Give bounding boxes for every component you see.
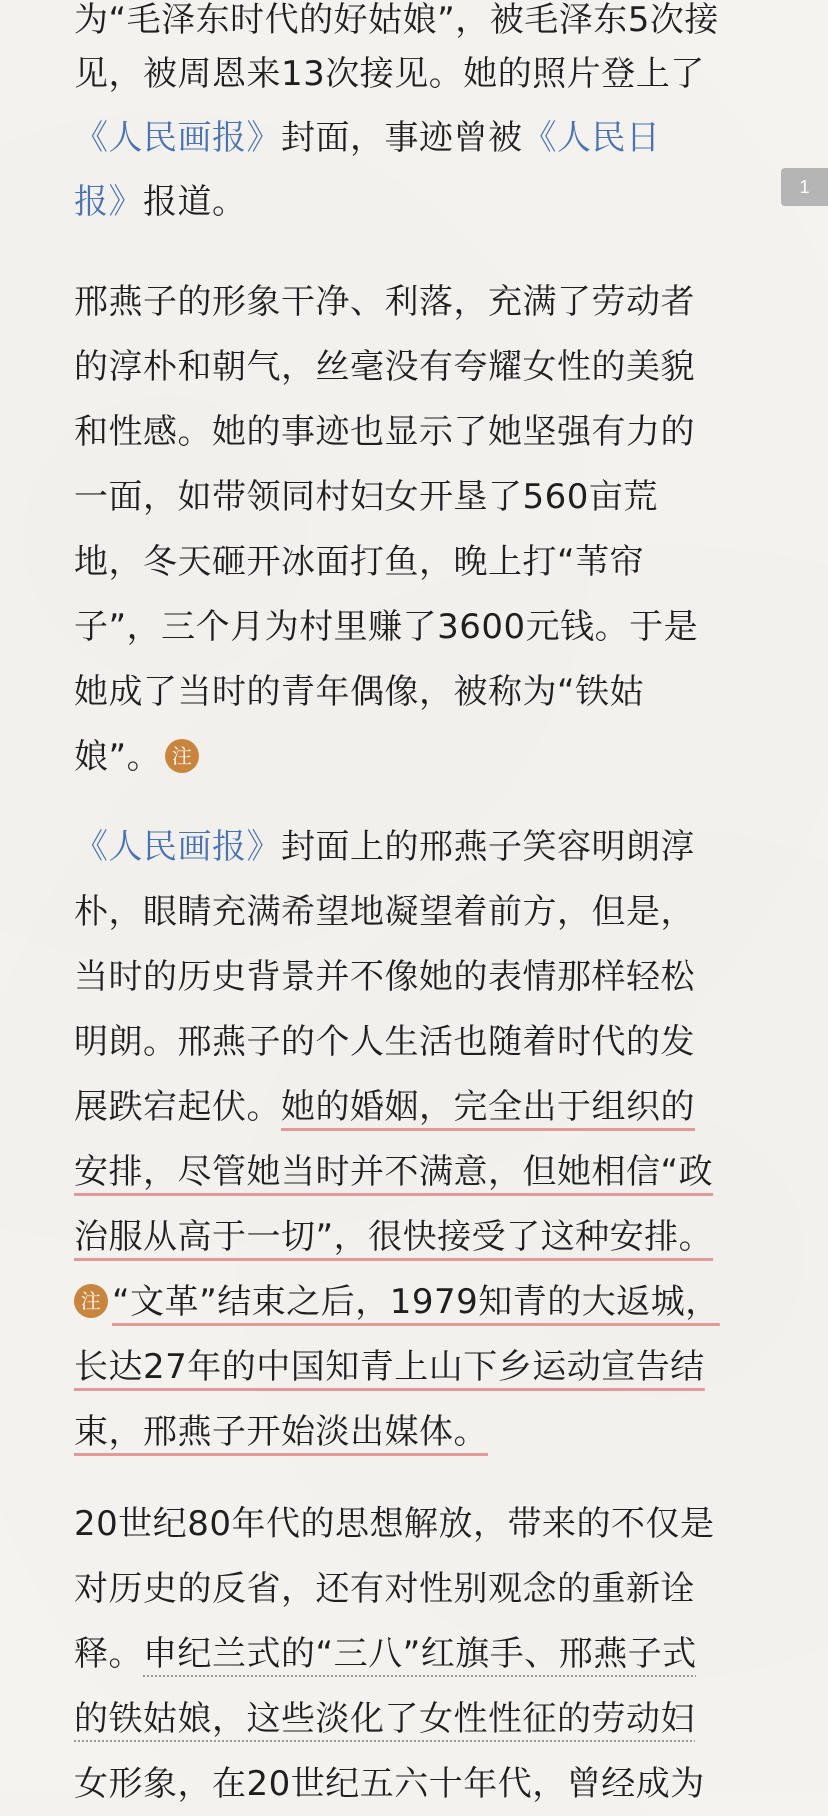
text-line [74, 1205, 746, 1269]
text-line [74, 1557, 746, 1621]
text-line [74, 400, 746, 464]
text: 封面上的邢燕子笑容明朗淳 [281, 827, 695, 867]
text: 报道。 [143, 182, 247, 222]
text-line [74, 270, 746, 334]
text-line [74, 725, 746, 789]
text-line [74, 335, 746, 399]
book-title-link[interactable]: 《人民日 [522, 118, 661, 158]
text: 当时的历史背景并不像她的表情那样轻松 [74, 957, 695, 997]
highlighted-text[interactable]: 束，邢燕子开始淡出媒体。 [74, 1412, 488, 1452]
text-line [74, 1752, 746, 1816]
text-line [74, 1622, 746, 1686]
text: 的淳朴和朝气，丝毫没有夸耀女性的美貌 [74, 347, 695, 387]
text: 和性感。她的事迹也显示了她坚强有力的 [74, 412, 695, 452]
text: 明朗。邢燕子的个人生活也随着时代的发 [74, 1022, 695, 1062]
text: 释。 [74, 1634, 143, 1674]
text-line [74, 1075, 746, 1139]
highlighted-text[interactable]: 安排，尽管她当时并不满意，但她相信“政 [74, 1152, 714, 1192]
text: 展跌宕起伏。 [74, 1087, 281, 1127]
highlighted-text[interactable]: 长达27年的中国知青上山下乡运动宣告结 [74, 1347, 705, 1387]
text: 对历史的反省，还有对性别观念的重新诠 [74, 1569, 695, 1609]
text-line [74, 1492, 746, 1556]
dotted-underlined-text[interactable]: 的铁姑娘，这些淡化了女性性征的劳动妇 [74, 1699, 695, 1739]
footnote-icon[interactable]: 注 [165, 739, 199, 773]
text: 一面，如带领同村妇女开垦了560亩荒 [74, 477, 658, 517]
text-line [74, 945, 746, 1009]
text-line [74, 170, 746, 234]
text: 邢燕子的形象干净、利落，充满了劳动者 [74, 282, 695, 322]
footnote-icon[interactable]: 注 [74, 1284, 108, 1318]
text-line [74, 42, 746, 106]
text-line [74, 465, 746, 529]
text-line [74, 595, 746, 659]
highlighted-text[interactable]: 治服从高于一切”，很快接受了这种安排。 [74, 1217, 714, 1257]
text: 她成了当时的青年偶像，被称为“铁姑 [74, 672, 645, 712]
text-line [74, 880, 746, 944]
text: 地，冬天砸开冰面打鱼，晚上打“苇帘 [74, 542, 645, 582]
highlighted-text[interactable]: 她的婚姻，完全出于组织的 [281, 1087, 695, 1127]
book-title-link[interactable]: 《人民画报》 [74, 827, 281, 867]
highlighted-text[interactable]: “文革”结束之后，1979知青的大返城， [112, 1282, 720, 1322]
text: 见，被周恩来13次接见。她的照片登上了 [74, 54, 705, 94]
text-line [74, 660, 746, 724]
text: 封面，事迹曾被 [281, 118, 523, 158]
text-line [74, 530, 746, 594]
book-title-link[interactable]: 报》 [74, 182, 143, 222]
text-line [74, 1335, 746, 1399]
text: 20世纪80年代的思想解放，带来的不仅是 [74, 1504, 715, 1544]
text-line [74, 1270, 746, 1334]
text-line [74, 1687, 746, 1751]
page-number-tab[interactable]: 1 [781, 168, 828, 206]
text-line [74, 1400, 746, 1464]
dotted-underlined-text[interactable]: 申纪兰式的“三八”红旗手、邢燕子式 [143, 1634, 697, 1674]
text: 女形象，在20世纪五六十年代，曾经成为 [74, 1764, 705, 1804]
text-line [74, 815, 746, 879]
text-line [74, 106, 746, 170]
book-title-link[interactable]: 《人民画报》 [74, 118, 281, 158]
text: 为“毛泽东时代的好姑娘”，被毛泽东5次接 [74, 0, 719, 40]
text-line [74, 1010, 746, 1074]
text: 朴，眼睛充满希望地凝望着前方，但是， [74, 892, 695, 932]
text-line [74, 1140, 746, 1204]
text: 娘”。 [74, 737, 162, 777]
text: 子”，三个月为村里赚了3600元钱。于是 [74, 607, 699, 647]
